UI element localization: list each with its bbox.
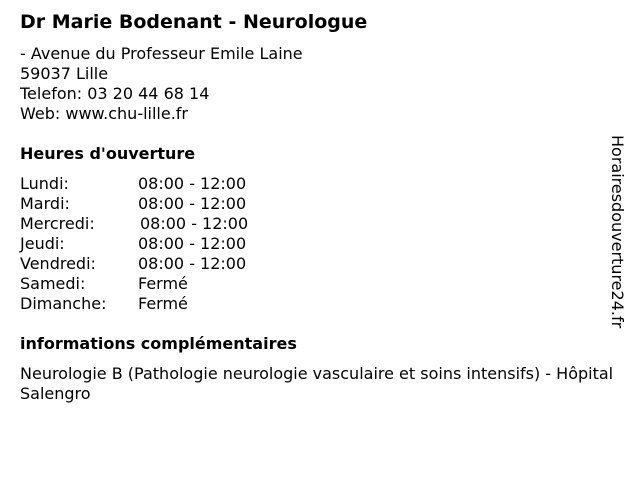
address-block	[20, 44, 303, 124]
info-heading: informations complémentaires	[20, 334, 297, 353]
day-hours: Fermé	[138, 294, 188, 313]
site-watermark: Horairesdouverture24.fr	[608, 135, 627, 329]
hours-row-monday	[20, 174, 248, 194]
day-label: Mardi:	[20, 194, 70, 213]
info-text: Neurologie B (Pathologie neurologie vasculaire et soins intensifs) - Hôpital Salengro	[20, 364, 614, 403]
city: 59037 Lille	[20, 64, 109, 83]
day-hours: 08:00 - 12:00	[138, 234, 247, 253]
day-label: Mercredi:	[20, 214, 95, 233]
website: Web: www.chu-lille.fr	[20, 104, 189, 123]
street-address: - Avenue du Professeur Emile Laine	[20, 44, 303, 63]
day-hours: 08:00 - 12:00	[138, 174, 247, 193]
day-label: Samedi:	[20, 274, 86, 293]
day-hours: Fermé	[138, 274, 188, 293]
hours-row-wednesday	[20, 214, 248, 234]
hours-heading: Heures d'ouverture	[20, 144, 196, 163]
day-hours: 08:00 - 12:00	[140, 214, 249, 233]
day-hours: 08:00 - 12:00	[138, 254, 247, 273]
page-title: Dr Marie Bodenant - Neurologue	[20, 11, 368, 33]
hours-row-friday	[20, 254, 248, 274]
day-label: Jeudi:	[20, 234, 65, 253]
day-hours: 08:00 - 12:00	[138, 194, 247, 213]
day-label: Lundi:	[20, 174, 69, 193]
hours-row-thursday	[20, 234, 248, 254]
hours-row-sunday	[20, 294, 248, 314]
opening-hours-list	[20, 174, 248, 314]
phone-number: Telefon: 03 20 44 68 14	[20, 84, 210, 103]
hours-row-tuesday	[20, 194, 248, 214]
hours-row-saturday	[20, 274, 248, 294]
day-label: Vendredi:	[20, 254, 96, 273]
day-label: Dimanche:	[20, 294, 107, 313]
